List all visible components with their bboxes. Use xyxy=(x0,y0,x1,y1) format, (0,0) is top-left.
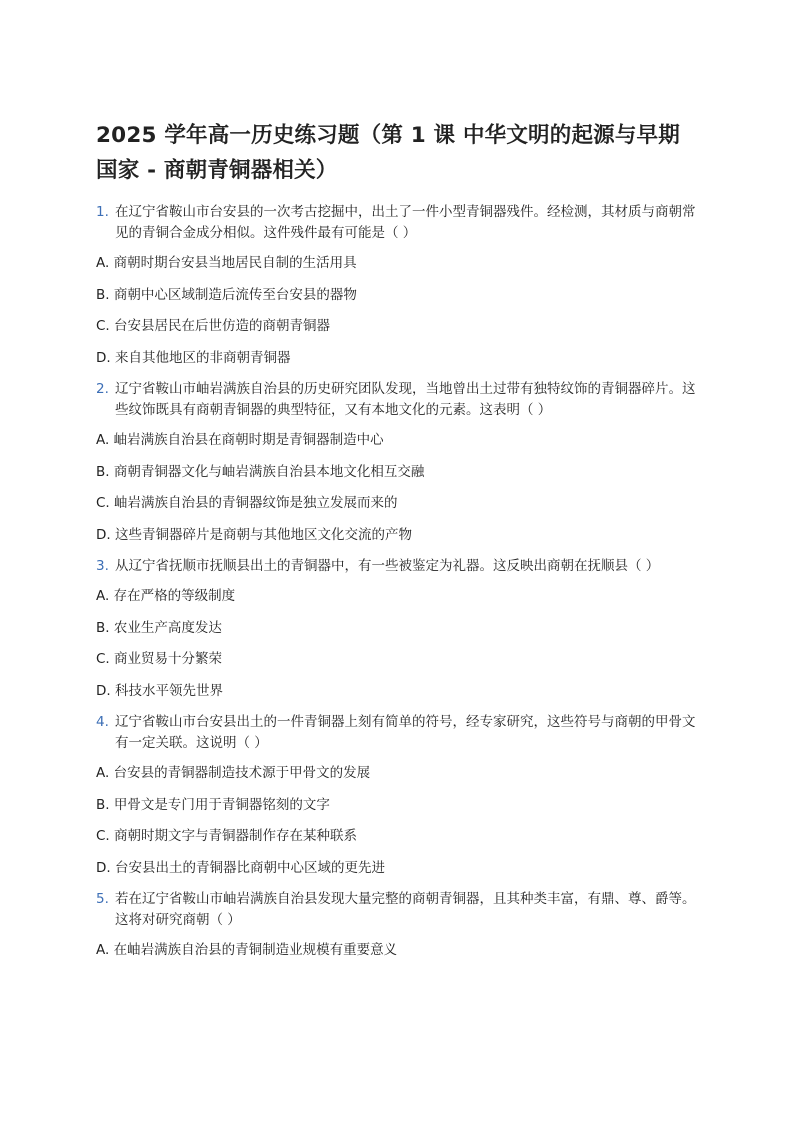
option-a: A. 岫岩满族自治县在商朝时期是青铜器制造中心 xyxy=(96,432,384,448)
option-c: C. 商业贸易十分繁荣 xyxy=(96,651,223,667)
document-page xyxy=(96,118,696,972)
question-text: 若在辽宁省鞍山市岫岩满族自治县发现大量完整的商朝青铜器，且其种类丰富，有鼎、尊、爵等。这将对研究商朝（ ） xyxy=(115,891,696,928)
option-a: A. 台安县的青铜器制造技术源于甲骨文的发展 xyxy=(96,765,371,781)
option-a: A. 在岫岩满族自治县的青铜制造业规模有重要意义 xyxy=(96,942,398,958)
question-text: 在辽宁省鞍山市台安县的一次考古挖掘中，出土了一件小型青铜器残件。经检测，其材质与商朝常见的青铜合金成分相似。这件残件最有可能是（ ） xyxy=(115,204,696,241)
option-d: D. 台安县出土的青铜器比商朝中心区域的更先进 xyxy=(96,859,385,876)
question-4 xyxy=(96,712,696,754)
question-number: 1. xyxy=(96,204,109,220)
question-number: 4. xyxy=(96,714,109,730)
question-text: 从辽宁省抚顺市抚顺县出土的青铜器中，有一些被鉴定为礼器。这反映出商朝在抚顺县（ ） xyxy=(115,558,660,574)
question-text: 辽宁省鞍山市台安县出土的一件青铜器上刻有简单的符号，经专家研究，这些符号与商朝的甲骨文有一定关联。这说明（ ） xyxy=(115,714,696,751)
option-b: B. 农业生产高度发达 xyxy=(96,619,222,636)
option-c: C. 商朝时期文字与青铜器制作存在某种联系 xyxy=(96,828,358,844)
option-c: C. 岫岩满族自治县的青铜器纹饰是独立发展而来的 xyxy=(96,495,398,511)
question-3 xyxy=(96,556,696,577)
option-b: B. 甲骨文是专门用于青铜器铭刻的文字 xyxy=(96,796,330,813)
question-5 xyxy=(96,889,696,931)
option-d: D. 这些青铜器碎片是商朝与其他地区文化交流的产物 xyxy=(96,526,412,543)
question-number: 3. xyxy=(96,558,109,574)
option-a: A. 商朝时期台安县当地居民自制的生活用具 xyxy=(96,255,357,271)
document-title: 2025 学年高一历史练习题（第 1 课 中华文明的起源与早期国家 - 商朝青铜器相关） xyxy=(96,123,680,183)
question-block-3 xyxy=(96,556,696,702)
option-c: C. 台安县居民在后世仿造的商朝青铜器 xyxy=(96,318,331,334)
question-text: 辽宁省鞍山市岫岩满族自治县的历史研究团队发现，当地曾出土过带有独特纹饰的青铜器碎片。这些纹饰既具有商朝青铜器的典型特征，又有本地文化的元素。这表明（ ） xyxy=(115,381,696,418)
question-block-1 xyxy=(96,202,696,369)
question-2 xyxy=(96,379,696,421)
option-d: D. 来自其他地区的非商朝青铜器 xyxy=(96,349,291,366)
question-block-5 xyxy=(96,889,696,961)
option-b: B. 商朝青铜器文化与岫岩满族自治县本地文化相互交融 xyxy=(96,463,425,480)
question-block-2 xyxy=(96,379,696,546)
question-number: 2. xyxy=(96,381,109,397)
question-1 xyxy=(96,202,696,244)
option-b: B. 商朝中心区域制造后流传至台安县的器物 xyxy=(96,286,357,303)
question-block-4 xyxy=(96,712,696,879)
option-d: D. 科技水平领先世界 xyxy=(96,682,223,699)
option-a: A. 存在严格的等级制度 xyxy=(96,588,236,604)
question-number: 5. xyxy=(96,891,109,907)
